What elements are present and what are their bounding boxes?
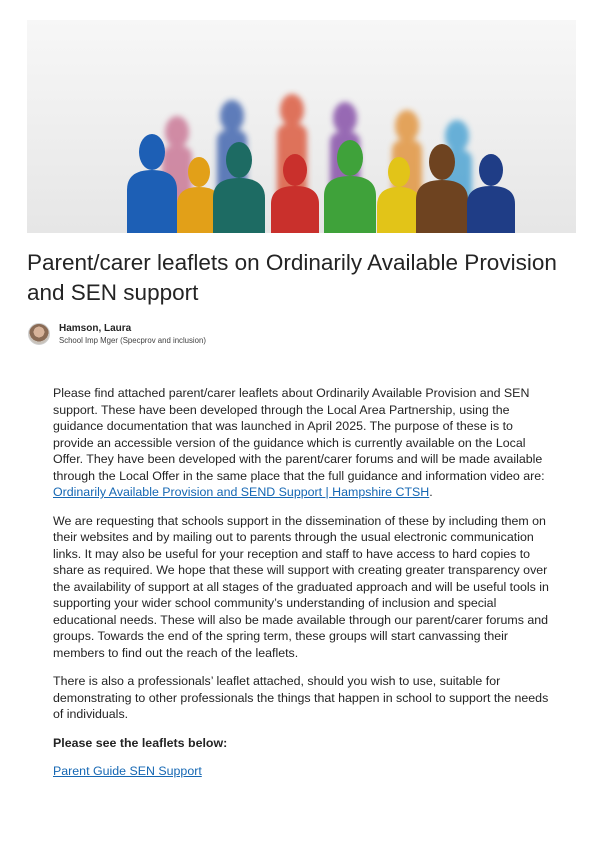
paragraph-1-text: Please find attached parent/carer leaflets about Ordinarily Available Provision and SEN support. These have been developed through the Local Area Partnership, using the guidance documentation that was launched in April 2025. The purpose of these is to provide an accessible version of the guidance which is currently available on the Local Offer. They have been developed with the parent/carer forums and will be made available through the Local Offer in the same place that the full guidance and information video are: <box>53 386 545 483</box>
parent-guide-sen-support-link[interactable]: Parent Guide SEN Support <box>53 764 202 778</box>
author-name[interactable]: Hamson, Laura <box>59 322 132 334</box>
local-offer-link[interactable]: Ordinarily Available Provision and SEND Support | Hampshire CTSH <box>53 485 430 499</box>
leaflets-heading: Please see the leaflets below: <box>53 735 228 750</box>
people-figures-illustration <box>27 20 576 233</box>
article-title: Parent/carer leaflets on Ordinarily Available Provision and SEN support <box>27 250 557 305</box>
paragraph-3: There is also a professionals’ leaflet attached, should you wish to use, suitable for demonstrating to other professionals the things that happen in school to support the needs of individuals. <box>53 674 549 721</box>
leaflet-links <box>53 763 553 780</box>
article-body <box>53 385 553 792</box>
author-role: School Imp Mger (Specprov and inclusion) <box>59 335 206 345</box>
paragraph-1 <box>53 385 553 501</box>
paragraph-1-end: . <box>429 485 433 499</box>
author-byline <box>28 320 206 348</box>
paragraph-2: We are requesting that schools support in the dissemination of these by including them on their websites and by mailing out to parents through the usual electronic communication links. It may also be useful for your reception and staff to have access to hard copies to share as required. We hope that these will support with creating greater transparency over the availability of support at all stages of the graduated approach and will be useful tools in supporting your wider school community’s understanding of inclusion and special educational needs. These will also be made available through our parent/carer forums and groups. Towards the end of the spring term, these groups will start canvassing their members to find out the reach of the leaflets. <box>53 513 549 660</box>
avatar[interactable] <box>28 323 50 345</box>
hero-image <box>27 20 576 233</box>
